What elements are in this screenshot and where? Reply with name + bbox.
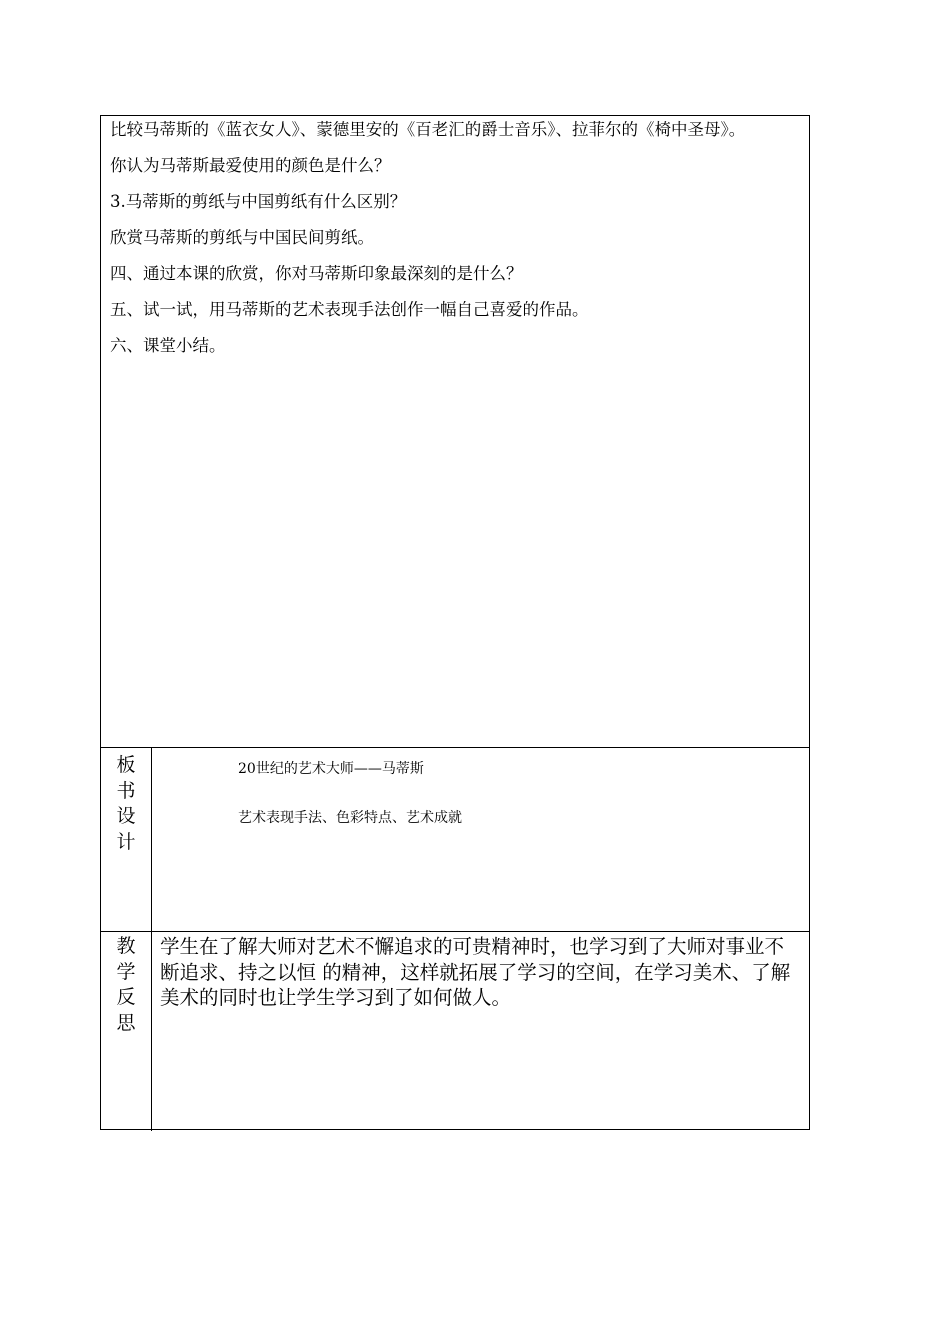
process-line: 你认为马蒂斯最爱使用的颜色是什么？ [110,156,391,175]
process-line: 3.马蒂斯的剪纸与中国剪纸有什么区别？ [110,192,407,211]
teaching-process-section [101,116,809,748]
board-design-content [152,748,809,931]
board-title: 20世纪的艺术大师——马蒂斯 [238,761,424,777]
lesson-plan-table [100,115,810,1130]
reflection-label-cell [101,932,152,1131]
process-line: 六、课堂小结。 [110,336,226,355]
process-line: 五、试一试，用马蒂斯的艺术表现手法创作一幅自己喜爱的作品。 [110,300,589,319]
process-line: 比较马蒂斯的《蓝衣女人》、蒙德里安的《百老汇的爵士音乐》、拉菲尔的《椅中圣母》。 [110,120,746,139]
teaching-reflection-section [101,932,809,1131]
reflection-text: 学生在了解大师对艺术不懈追求的可贵精神时，也学习到了大师对事业不断追求、持之以恒 的精神，这样就拓展了学习的空间，在学习美术、了解美术的同时也让学生学习到了如何做人。 [160,935,791,1009]
board-design-label-cell [101,748,152,931]
process-line: 欣赏马蒂斯的剪纸与中国民间剪纸。 [110,228,374,247]
process-line: 四、通过本课的欣赏，你对马蒂斯印象最深刻的是什么？ [110,264,523,283]
board-design-section [101,748,809,932]
board-design-label: 板书设计 [116,754,136,853]
reflection-label: 教学反思 [116,935,136,1034]
teaching-process-content [101,116,809,357]
board-subtitle: 艺术表现手法、色彩特点、艺术成就 [238,810,462,826]
